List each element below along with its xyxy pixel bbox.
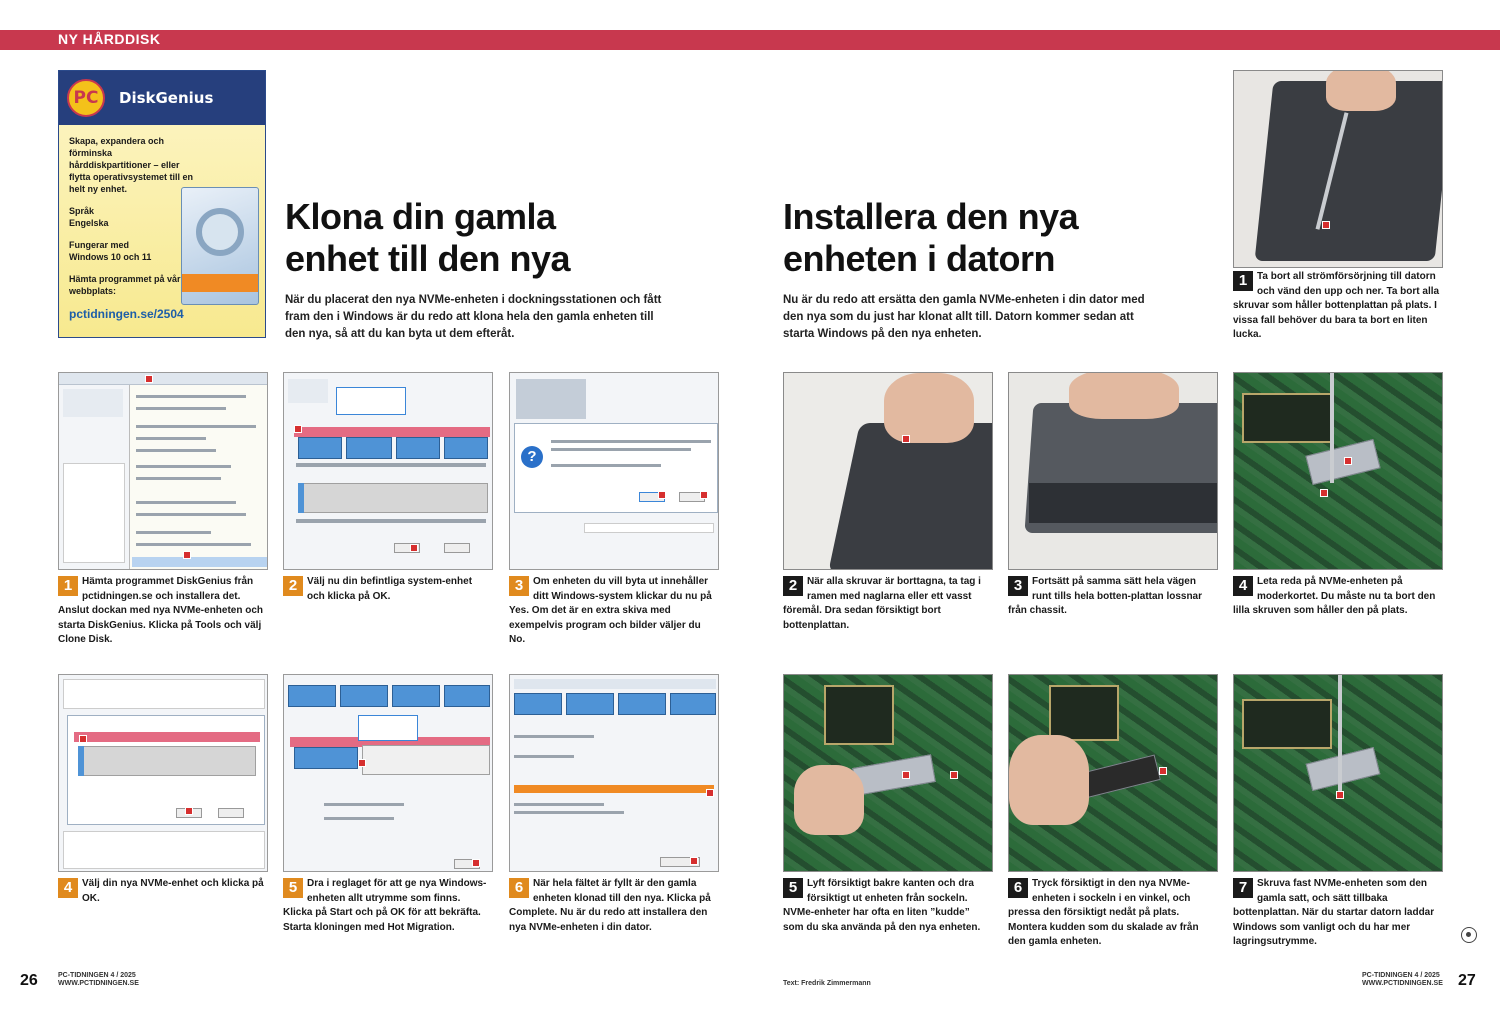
caption-install-step-6: 6 Tryck försiktigt in den nya NVMe-enheten i sockeln i en vinkel, och pressa den försiktigt nedåt på plats. Montera kudden som du skalade av från den gamla enheten. [1008,878,1199,947]
info-download: Hämta programmet på vår webbplats: [69,274,181,296]
download-link[interactable]: pctidningen.se/2504 [69,307,184,321]
pc-logo-icon: PC [67,79,105,117]
screenshot-step-3 [509,372,719,570]
photo-step-5 [783,674,993,872]
hand [794,765,864,835]
step-number: 1 [58,576,78,596]
caption-step-6: 6 När hela fältet är fyllt är den gamla enheten klonad till den nya. Klicka på Complete. Nu är du redo att installera den nya NVMe-enheten i din dator. [509,878,711,933]
caption-step-2: 2 Välj nu din befintliga system-enhet och klicka på OK. [283,575,488,604]
hand [1326,70,1396,111]
hand [884,373,974,443]
info-box-body [69,135,194,307]
caption-step-3: 3 Om enheten du vill byta ut innehåller ditt Windows-system klickar du nu på Yes. Om det är en extra skiva med exempelvis program och bilder väljer du No. [509,576,712,645]
page-number-left: 26 [20,972,38,989]
hard-disk-icon [196,208,244,256]
caption-step-4: 4 Välj din nya NVMe-enhet och klicka på OK. [58,877,273,906]
photo-step-6 [1008,674,1218,872]
footer-right: PC-TIDNINGEN 4 / 2025 WWW.PCTIDNINGEN.SE [1362,972,1443,987]
tools-menu [129,385,268,570]
step-number: 1 [1233,271,1253,291]
question-icon: ? [521,446,543,468]
step-number: 6 [1008,878,1028,898]
caption-install-step-4: 4 Leta reda på NVMe-enheten på moderkortet. Du måste nu ta bort den lilla skruven som håller den på plats. [1233,576,1436,616]
screwdriver [1338,675,1342,793]
step-number: 2 [283,576,303,596]
caption-install-step-7: 7 Skruva fast NVMe-enheten som den gamla satt, och sätt tillbaka bottenplattan. När du startar datorn laddar Windows som vanligt och du har mer lagringsutrymme. [1233,878,1435,947]
photo-step-2 [783,372,993,570]
footer-credit: Text: Fredrik Zimmermann [783,980,871,987]
step-number: 6 [509,878,529,898]
screenshot-step-1 [58,372,268,570]
info-box-header [59,71,265,125]
screenshot-step-4 [58,674,268,872]
caption-step-5: 5 Dra i reglaget för att ge nya Windows-enheten allt utrymme som finns. Klicka på Start och på OK för att bekräfta. Starta kloningen med Hot Migration. [283,878,487,933]
end-of-article-icon [1461,927,1477,943]
info-box-title: DiskGenius [119,89,214,107]
left-article-title: Klona din gamla enhet till den nya [285,196,571,279]
left-article-lead: När du placerat den nya NVMe-enheten i dockningsstationen och fått fram den i Windows är du redo att klona hela den gamla enheten till den nya, så att du kan byta ut dem efteråt. [285,294,662,340]
step-number: 4 [58,878,78,898]
footer-left: PC-TIDNINGEN 4 / 2025 WWW.PCTIDNINGEN.SE [58,972,139,987]
progress-bar-full [514,785,714,793]
step-number: 7 [1233,878,1253,898]
section-label: NY HÅRDDISK [58,31,161,47]
step-number: 2 [783,576,803,596]
info-compatibility: Fungerar med Windows 10 och 11 [69,240,152,262]
screenshot-step-5 [283,674,493,872]
software-info-box [58,70,266,338]
software-box-image [181,187,259,305]
photo-step-3 [1008,372,1218,570]
info-description: Skapa, expandera och förminska hårddiskpartitioner – eller flytta operativsystemet till en helt ny enhet. [69,136,194,194]
caption-install-step-2: 2 När alla skruvar är borttagna, ta tag i ramen med naglarna eller ett vasst föremål. Dra sedan försiktigt bort bottenplattan. [783,576,981,631]
hand [1009,735,1089,825]
info-language: Språk Engelska [69,206,109,228]
right-article-lead: Nu är du redo att ersätta den gamla NVMe-enheten i din dator med den nya som du just har klonat allt till. Datorn kommer sedan att starta Windows på den nya enheten. [783,294,1145,340]
right-article-title: Installera den nya enheten i datorn [783,196,1079,279]
photo-step-1 [1233,70,1443,268]
step-number: 5 [283,878,303,898]
caption-install-step-1: 1 Ta bort all strömförsörjning till datorn och vänd den upp och ner. Ta bort alla skruvar som håller bottenplattan på plats. I vissa fall behöver du bara ta bort en liten lucka. [1233,271,1440,340]
step-number: 3 [1008,576,1028,596]
hand [1069,372,1179,419]
photo-step-4 [1233,372,1443,570]
caption-step-1: 1 Hämta programmet DiskGenius från pctidningen.se och installera det. Anslut dockan med nya NVMe-enheten och starta DiskGenius. Klicka på Tools och välj Clone Disk. [58,576,264,645]
screenshot-step-6 [509,674,719,872]
screwdriver [1330,373,1334,483]
screenshot-step-2 [283,372,493,570]
page-number-right: 27 [1458,972,1476,989]
step-number: 5 [783,878,803,898]
caption-install-step-3: 3 Fortsätt på samma sätt hela vägen runt tills hela botten-plattan lossnar från chassit. [1008,576,1203,616]
step-number: 4 [1233,576,1253,596]
section-header-bar [0,30,1500,50]
photo-step-7 [1233,674,1443,872]
step-number: 3 [509,576,529,596]
caption-install-step-5: 5 Lyft försiktigt bakre kanten och dra försiktigt ut enheten från sockeln. NVMe-enheter har ofta en liten ”kudde” som du ska använda på den nya enheten. [783,878,981,933]
confirm-dialog [514,423,718,513]
